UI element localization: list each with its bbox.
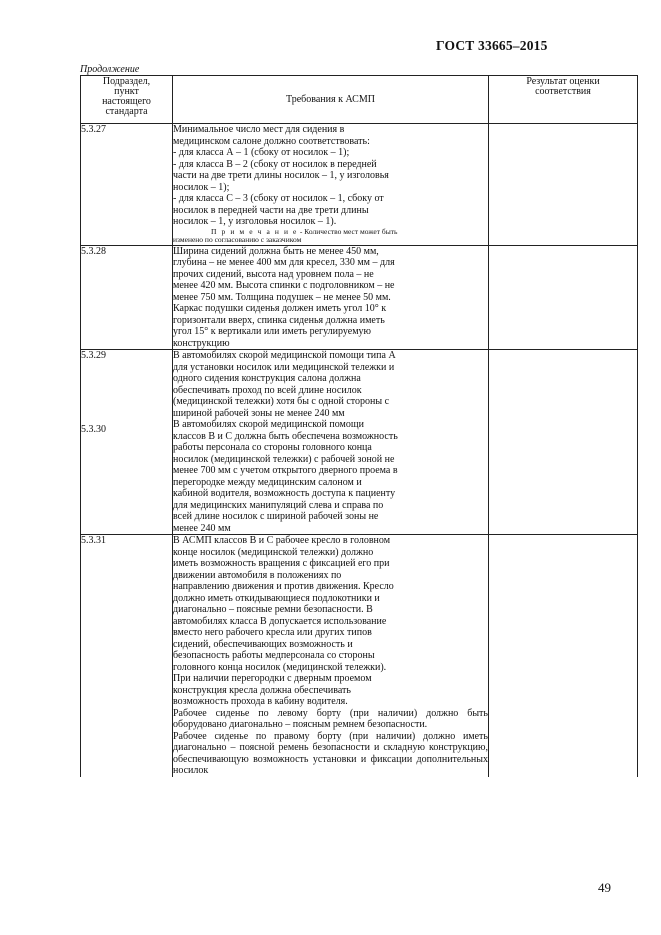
table-row (81, 535, 638, 777)
table-row (81, 350, 638, 535)
paragraph: Рабочее сиденье по левому борту (при наличии) должно быть оборудовано диагонально – поясным ремнем безопасности. (173, 707, 488, 730)
row-requirement: В АСМП классов В и С рабочее кресло в головном конце носилок (медицинской тележки) должно иметь возможность вращения с фиксацией его при движении автомобиля в положениях по направлению движения и против движения. Кресло должно иметь откидывающиеся подлокотники и диагонально – поясные ремни безопасности. В автомобилях класса В допускается использование вместо него рабочего кресла или других типов сидений, обеспечивающих возможность и безопасность работы медперсонала со стороны головного конца носилок (медицинской тележки). При наличии перегородки с дверным проемом конструкция кресла должна обеспечивать возможность прохода в кабину водителя. Рабочее сиденье по левому борту (при наличии) должно быть оборудовано диагонально – поясным ремнем безопасности. Рабочее сиденье по правому борту (при наличии) должно иметь диагонально – поясной ремень безопасности и складную конструкцию, обеспечивающую возможность установки и фиксации дополнительных носилок (173, 535, 488, 776)
row-id: 5.3.29 5.3.30 (81, 350, 173, 535)
row-id: 5.3.27 (81, 124, 173, 246)
header-result-column: Результат оценки соответствия (489, 76, 638, 124)
header-requirements-column: Требования к АСМП (173, 76, 489, 124)
table-continued-label: Продолжение (80, 64, 140, 75)
row-result (489, 245, 638, 350)
row-result (489, 124, 638, 246)
table-row (81, 124, 638, 246)
page-number: 49 (598, 880, 611, 895)
row-result (489, 350, 638, 535)
row-id: 5.3.28 (81, 245, 173, 350)
row-result (489, 535, 638, 777)
row-requirement: Минимальное число мест для сидения в медицинском салоне должно соответствовать: - для класса А – 1 (сбоку от носилок – 1); - для класса В – 2 (сбоку от носилок в передней части на две трети длины носилок – 1, у изголовья носилок – 1); - для класса С – 3 (сбоку от носилок – 1, сбоку от носилок в передней части на две трети длины носилок – 1, у изголовья носилок – 1). П р и м е ч а н и е - Количество мест может быть изменено по согласованию с заказчиком (173, 124, 489, 246)
row-note: П р и м е ч а н и е - Количество мест может быть (211, 226, 398, 236)
document-code: ГОСТ 33665–2015 (436, 38, 548, 53)
table-row (81, 245, 638, 350)
row-requirement: Ширина сидений должна быть не менее 450 мм, глубина – не менее 400 мм для кресел, 330 мм – для прочих сидений, высота над уровнем пола – не менее 420 мм. Высота спинки с подголовником – не менее 750 мм. Толщина подушек – не менее 50 мм. Каркас подушки сиденья должен иметь угол 10° к горизонтали вверх, спинка сиденья должна иметь угол 15° к вертикали или иметь регулируемую конструкцию (173, 245, 489, 350)
row-requirement: В автомобилях скорой медицинской помощи типа А для установки носилок или медицинской тележки и одного сидения конструкция салона должна обеспечивать проход по всей длине носилок (медицинской тележки) хотя бы с одной стороны с шириной рабочей зоны не менее 240 мм В автомобилях скорой медицинской помощи классов В и С должна быть обеспечена возможность работы персонала со стороны головного конца носилок (медицинской тележки) с рабочей зоной не менее 700 мм с учетом открытого дверного проема в перегородке между медицинским салоном и кабиной водителя, возможность доступа к пациенту для медицинских манипуляций слева и справа по всей длине носилок с шириной рабочей зоны не менее 240 мм (173, 350, 489, 535)
header-section-column: Подраздел, пункт настоящего стандарта (81, 76, 173, 124)
table-header-row (81, 76, 638, 124)
requirements-table (80, 75, 638, 777)
paragraph: Рабочее сиденье по правому борту (при наличии) должно иметь диагонально – поясной ремень безопасности и складную конструкцию, обеспечивающую возможность установки и фиксации дополнительных носилок (173, 730, 488, 776)
row-id: 5.3.31 (81, 535, 173, 777)
